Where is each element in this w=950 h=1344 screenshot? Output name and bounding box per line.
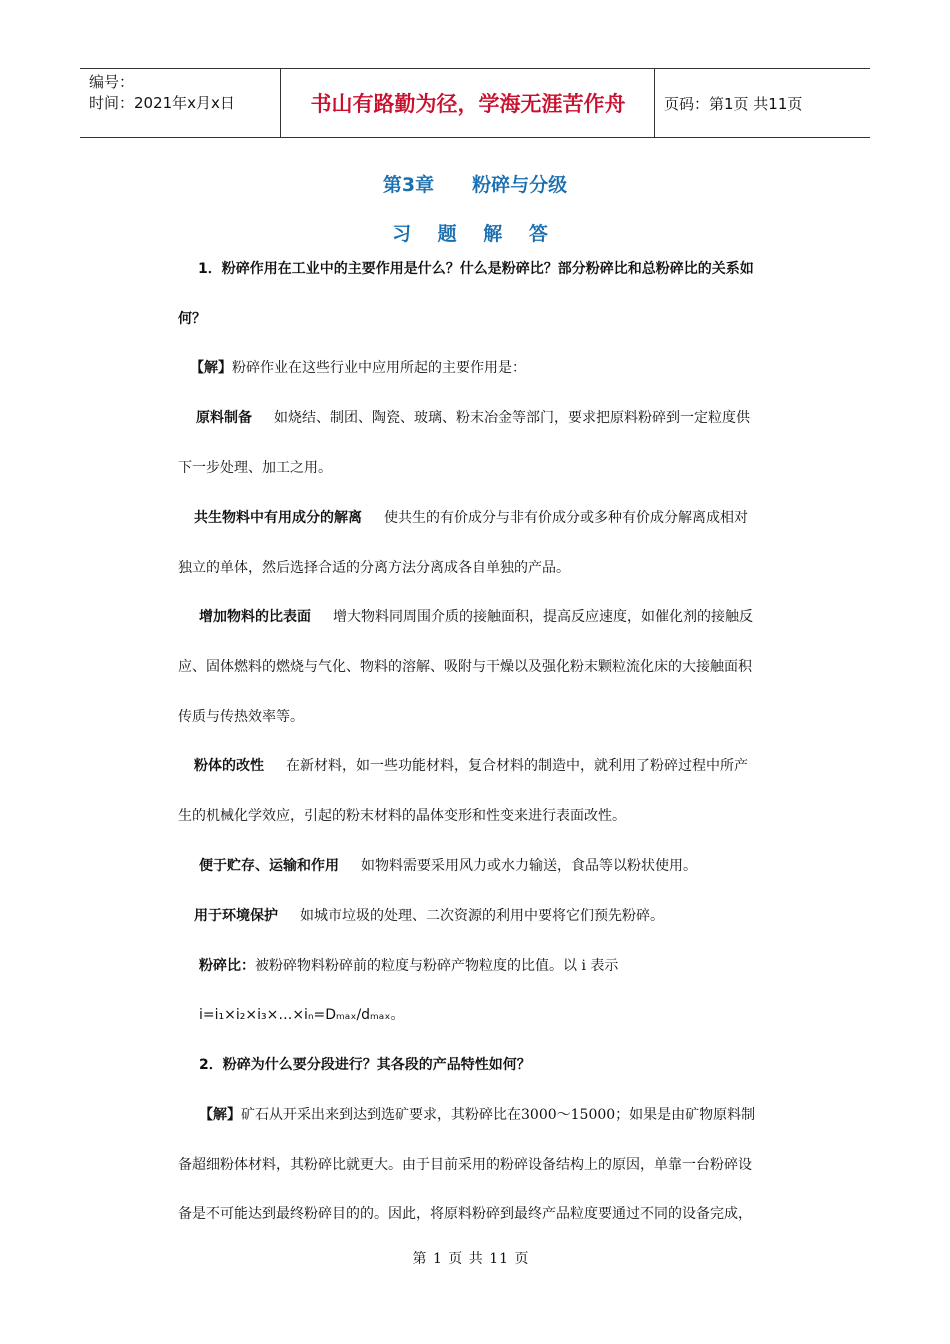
item-text: 如烧结、制团、陶瓷、玻璃、粉末冶金等部门，要求把原料粉碎到一定粒度供 — [274, 410, 750, 426]
question-2-line-1: 2．粉碎为什么要分段进行？其各段的产品特性如何？ — [199, 1057, 531, 1073]
crushing-ratio-definition — [199, 955, 618, 975]
item-text: 增大物料同周围介质的接触面积，提高反应速度，如催化剂的接触反 — [333, 609, 753, 625]
answer-item — [196, 407, 750, 427]
item-text: 使共生的有价成分与非有价成分或多种有价成分解离成相对 — [384, 510, 748, 526]
question-1-line-2: 何？ — [178, 311, 206, 327]
ratio-text: 被粉碎物料粉碎前的粒度与粉碎产物粒度的比值。以 i 表示 — [255, 958, 619, 974]
header-info-cell — [80, 69, 281, 137]
item-continuation: 生的机械化学效应，引起的粉末材料的晶体变形和性变来进行表面改性。 — [178, 808, 626, 824]
item-term: 用于环境保护 — [194, 908, 278, 924]
answer-item — [194, 755, 748, 775]
item-continuation: 下一步处理、加工之用。 — [178, 460, 332, 476]
question-1-line-1: 1．粉碎作用在工业中的主要作用是什么？什么是粉碎比？部分粉碎比和总粉碎比的关系如 — [198, 261, 754, 277]
answer-item — [199, 606, 753, 626]
item-continuation: 独立的单体，然后选择合适的分离方法分离成各自单独的产品。 — [178, 560, 570, 576]
item-term: 增加物料的比表面 — [199, 609, 311, 625]
item-term: 便于贮存、运输和作用 — [199, 858, 339, 874]
item-term: 原料制备 — [196, 410, 252, 426]
answer-tag: 【解】 — [199, 1107, 241, 1123]
page-footer: 第 1 页 共 11 页 — [412, 1251, 530, 1267]
answer-2-line-3: 备是不可能达到最终粉碎目的的。因此，将原料粉碎到最终产品粒度要通过不同的设备完成， — [178, 1206, 752, 1222]
item-continuation: 传质与传热效率等。 — [178, 709, 304, 725]
answer-item — [194, 905, 664, 925]
chapter-number: 第3章 — [382, 174, 435, 196]
item-term: 粉体的改性 — [194, 758, 264, 774]
document-time-label: 时间：2021年x月x日 — [89, 94, 235, 112]
header-table — [80, 68, 870, 138]
item-continuation: 应、固体燃料的燃烧与气化、物料的溶解、吸附与干燥以及强化粉末颗粒流化床的大接触面积 — [178, 659, 752, 675]
header-motto: 书山有路勤为径，学海无涯苦作舟 — [282, 69, 655, 137]
item-term: 共生物料中有用成分的解离 — [194, 510, 362, 526]
item-text: 在新材料，如一些功能材料，复合材料的制造中，就利用了粉碎过程中所产 — [286, 758, 748, 774]
answer-tag: 【解】 — [190, 360, 232, 376]
document-number-label: 编号： — [89, 73, 135, 91]
header-page-code: 页码：第1页 共11页 — [664, 94, 803, 113]
answer-item — [199, 855, 697, 875]
answer-2-line-2: 备超细粉体材料，其粉碎比就更大。由于目前采用的粉碎设备结构上的原因，单靠一台粉碎设 — [178, 1157, 752, 1173]
answer-1-intro-text: 粉碎作业在这些行业中应用所起的主要作用是： — [232, 360, 526, 376]
answer-item — [194, 507, 748, 527]
chapter-name: 粉碎与分级 — [472, 174, 568, 196]
answer-2-text: 矿石从开采出来到达到选矿要求，其粉碎比在3000～15000；如果是由矿物原料制 — [241, 1107, 756, 1123]
item-text: 如城市垃圾的处理、二次资源的利用中要将它们预先粉碎。 — [300, 908, 664, 924]
ratio-term: 粉碎比： — [199, 958, 255, 974]
item-text: 如物料需要采用风力或水力输送，食品等以粉状使用。 — [361, 858, 697, 874]
chapter-title — [0, 170, 950, 197]
answer-2-line-1 — [199, 1104, 755, 1124]
crushing-ratio-formula: i=i₁×i₂×i₃×…×iₙ=Dₘₐₓ/dₘₐₓ。 — [199, 1007, 405, 1023]
answer-1-intro — [190, 357, 526, 377]
section-title: 习 题 解 答 — [392, 223, 558, 245]
